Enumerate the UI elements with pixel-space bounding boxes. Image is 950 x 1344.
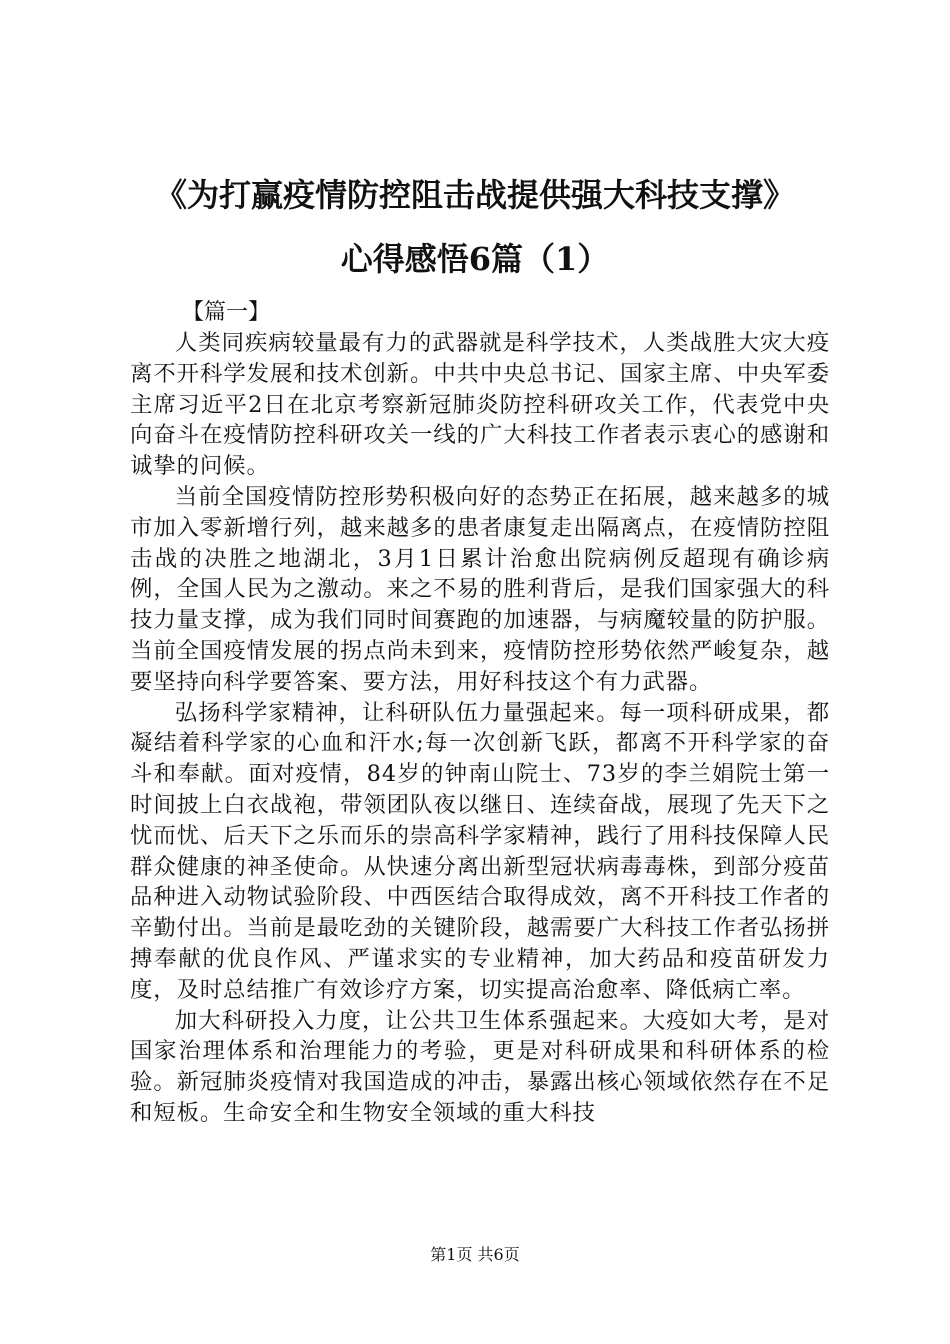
document-title-line2: 心得感悟6篇（1） bbox=[340, 240, 610, 278]
paragraph: 弘扬科学家精神，让科研队伍力量强起来。每一项科研成果，都凝结着科学家的心血和汗水;每一次创新飞跃，都离不开科学家的奋斗和奉献。面对疫情，84岁的钟南山院士、73岁的李兰娟院士第一时间披上白衣战袍，带领团队夜以继日、连续奋战，展现了先天下之忧而忧、后天下之乐而乐的崇高科学家精神，践行了用科技保障人民群众健康的神圣使命。从快速分离出新型冠状病毒毒株，到部分疫苗品种进入动物试验阶段、中西医结合取得成效，离不开科技工作者的辛勤付出。当前是最吃劲的关键阶段，越需要广大科技工作者弘扬拼搏奉献的优良作风、严谨求实的专业精神，加大药品和疫苗研发力度，及时总结推广有效诊疗方案，切实提高治愈率、降低病亡率。 bbox=[130, 699, 830, 1003]
document-title-line1: 《为打赢疫情防控阻击战提供强大科技支撑》 bbox=[154, 176, 795, 214]
paragraph: 当前全国疫情防控形势积极向好的态势正在拓展，越来越多的城市加入零新增行列，越来越多的患者康复走出隔离点，在疫情防控阻击战的决胜之地湖北，3月1日累计治愈出院病例反超现有确诊病例，全国人民为之激动。来之不易的胜利背后，是我们国家强大的科技力量支撑，成为我们同时间赛跑的加速器，与病魔较量的防护服。当前全国疫情发展的拐点尚未到来，疫情防控形势依然严峻复杂，越要坚持向科学要答案、要方法，用好科技这个有力武器。 bbox=[130, 483, 830, 695]
paragraph: 人类同疾病较量最有力的武器就是科学技术，人类战胜大灾大疫离不开科学发展和技术创新。中共中央总书记、国家主席、中央军委主席习近平2日在北京考察新冠肺炎防控科研攻关工作，代表党中央向奋斗在疫情防控科研攻关一线的广大科技工作者表示衷心的感谢和诚挚的问候。 bbox=[130, 330, 830, 480]
paragraph: 加大科研投入力度，让公共卫生体系强起来。大疫如大考，是对国家治理体系和治理能力的考验，更是对科研成果和科研体系的检验。新冠肺炎疫情对我国造成的冲击，暴露出核心领域依然存在不足和短板。生命安全和生物安全领域的重大科技 bbox=[130, 1007, 830, 1126]
section-label: 【篇一】 bbox=[182, 300, 271, 325]
document-body bbox=[130, 328, 830, 1129]
page-footer: 第1页 共6页 bbox=[430, 1245, 520, 1264]
